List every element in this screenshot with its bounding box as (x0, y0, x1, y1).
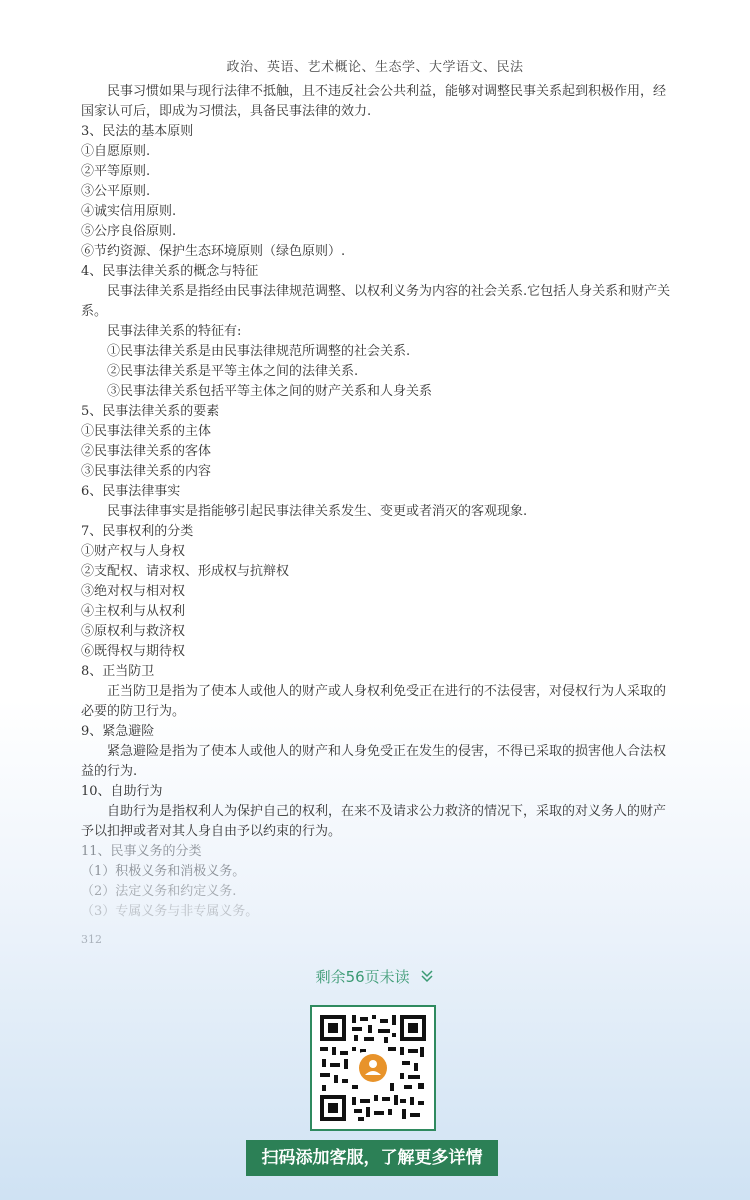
section-5-heading: 5、民事法律关系的要素 (81, 404, 220, 419)
qr-code-pattern (318, 1013, 428, 1123)
section-9-paragraph: 紧急避险是指为了使本人或他人的财产和人身免受正在发生的侵害，不得已采取的损害他人合法权益的行为. (81, 744, 667, 779)
list-item: ②平等原则. (81, 164, 151, 179)
list-item: ⑥节约资源、保护生态环境原则（绿色原则）. (81, 244, 346, 259)
remaining-pages-label: 剩余56页未读 (315, 968, 410, 986)
page-number: 312 (81, 933, 102, 946)
section-3-heading: 3、民法的基本原则 (81, 124, 194, 139)
section-7-heading: 7、民事权利的分类 (81, 524, 194, 539)
list-item: （3）专属义务与非专属义务。 (81, 904, 259, 919)
section-4-paragraph: 民事法律关系是指经由民事法律规范调整、以权利义务为内容的社会关系.它包括人身关系和财产关系。 (81, 284, 671, 319)
section-8-heading: 8、正当防卫 (81, 664, 155, 679)
document-body (81, 82, 671, 922)
section-4-heading: 4、民事法律关系的概念与特征 (81, 264, 259, 279)
list-item: ③民事法律关系的内容 (81, 464, 212, 479)
section-6-heading: 6、民事法律事实 (81, 484, 181, 499)
page-header: 政治、英语、艺术概论、生态学、大学语文、民法 (226, 60, 524, 75)
qr-code (310, 1005, 436, 1131)
section-6-paragraph: 民事法律事实是指能够引起民事法律关系发生、变更或者消灭的客观现象. (107, 504, 528, 519)
list-item: ⑤公序良俗原则. (81, 224, 177, 239)
list-item: ②支配权、请求权、形成权与抗辩权 (81, 564, 290, 579)
list-item: ⑥既得权与期待权 (81, 644, 186, 659)
list-item: ⑤原权利与救济权 (81, 624, 186, 639)
list-item: ①自愿原则. (81, 144, 151, 159)
list-item: ③民事法律关系包括平等主体之间的财产关系和人身关系 (107, 384, 433, 399)
section-10-heading: 10、自助行为 (81, 784, 163, 799)
remaining-pages-link[interactable] (0, 966, 750, 987)
section-9-heading: 9、紧急避险 (81, 724, 155, 739)
section-4-subheading: 民事法律关系的特征有: (107, 324, 242, 339)
intro-paragraph: 民事习惯如果与现行法律不抵触，且不违反社会公共利益，能够对调整民事关系起到积极作用，经国家认可后，即成为习惯法，具备民事法律的效力. (81, 84, 667, 119)
list-item: ①民事法律关系的主体 (81, 424, 212, 439)
section-11-heading: 11、民事义务的分类 (81, 844, 202, 859)
list-item: （1）积极义务和消极义务。 (81, 864, 246, 879)
section-8-paragraph: 正当防卫是指为了使本人或他人的财产或人身权利免受正在进行的不法侵害，对侵权行为人采取的必要的防卫行为。 (81, 684, 667, 719)
list-item: ②民事法律关系是平等主体之间的法律关系. (107, 364, 359, 379)
list-item: ①民事法律关系是由民事法律规范所调整的社会关系. (107, 344, 411, 359)
list-item: ④诚实信用原则. (81, 204, 177, 219)
list-item: ①财产权与人身权 (81, 544, 186, 559)
list-item: ③公平原则. (81, 184, 151, 199)
section-10-paragraph: 自助行为是指权利人为保护自己的权利，在来不及请求公力救济的情况下，采取的对义务人的财产予以扣押或者对其人身自由予以约束的行为。 (81, 804, 667, 839)
list-item: ③绝对权与相对权 (81, 584, 186, 599)
list-item: （2）法定义务和约定义务. (81, 884, 237, 899)
contact-service-button[interactable]: 扫码添加客服，了解更多详情 (246, 1140, 498, 1176)
double-chevron-down-icon (420, 969, 434, 987)
list-item: ④主权利与从权利 (81, 604, 186, 619)
list-item: ②民事法律关系的客体 (81, 444, 212, 459)
